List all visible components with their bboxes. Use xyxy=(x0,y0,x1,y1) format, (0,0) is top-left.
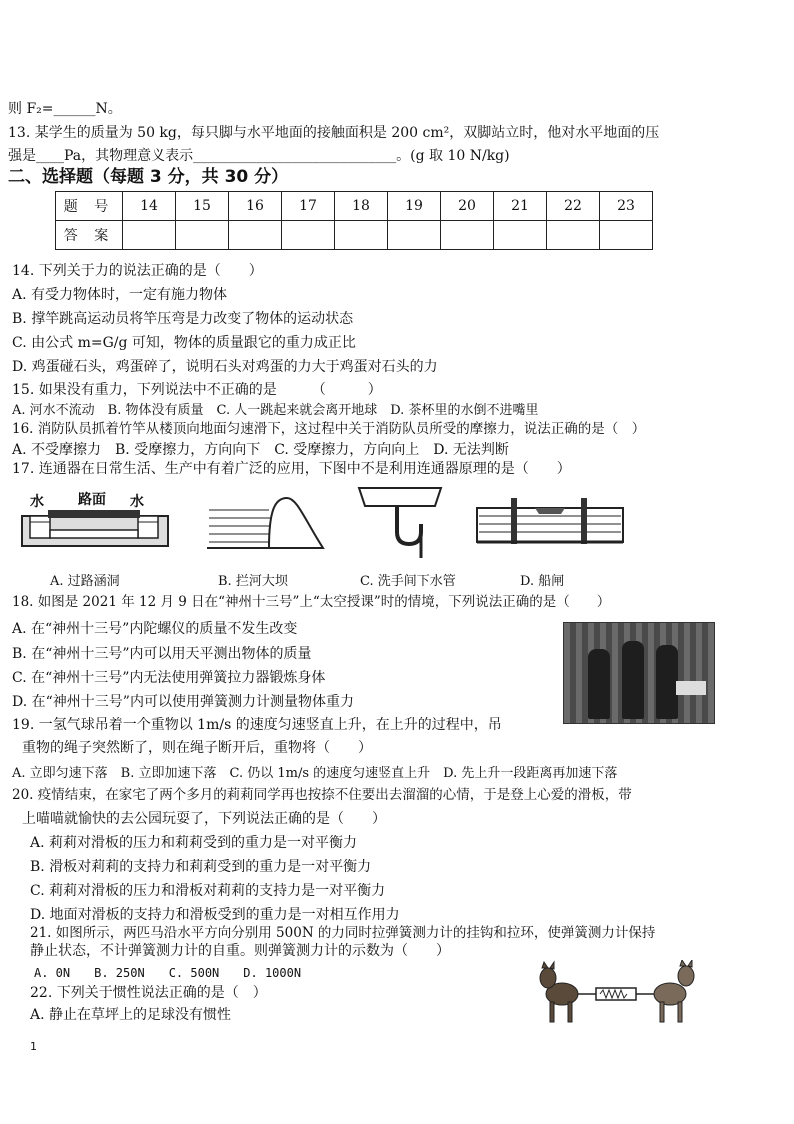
table-header-number: 题 号 xyxy=(56,192,123,221)
q14-option-d: D. 鸡蛋碰石头，鸡蛋碎了，说明石头对鸡蛋的力大于鸡蛋对石头的力 xyxy=(12,359,438,375)
q18-option-b: B. 在“神州十三号”内可以用天平测出物体的质量 xyxy=(12,646,312,662)
dam-figure xyxy=(205,490,325,552)
ship-lock-figure xyxy=(475,490,625,552)
photo-person-2 xyxy=(622,641,644,719)
table-cell-number: 22 xyxy=(547,192,600,221)
answer-cell[interactable] xyxy=(441,221,494,250)
q20-option-c: C. 莉莉对滑板的压力和滑板对莉莉的支持力是一对平衡力 xyxy=(30,883,386,899)
q21-options: A. 0N B. 250N C. 500N D. 1000N xyxy=(34,966,302,980)
answer-cell[interactable] xyxy=(335,221,388,250)
table-cell-number: 17 xyxy=(282,192,335,221)
photo-object xyxy=(676,681,706,695)
answer-cell[interactable] xyxy=(600,221,653,250)
answer-cell[interactable] xyxy=(123,221,176,250)
fig-label-road: 路面 xyxy=(78,492,106,508)
q14-option-c: C. 由公式 m=G/g 可知，物体的质量跟它的重力成正比 xyxy=(12,335,356,351)
q16-options: A. 不受摩擦力 B. 受摩擦力，方向向下 C. 受摩擦力，方向向上 D. 无法判断 xyxy=(12,442,509,458)
q22-option-a: A. 静止在草坪上的足球没有惯性 xyxy=(30,1007,232,1023)
q20-line1: 20. 疫情结束，在家宅了两个多月的莉莉同学再也按捺不住要出去溜溜的心情，于是登上心爱的滑板，带 xyxy=(12,787,632,803)
q18-option-a: A. 在“神州十三号”内陀螺仪的质量不发生改变 xyxy=(12,621,298,637)
q15-stem: 15. 如果没有重力，下列说法中不正确的是 （ ） xyxy=(12,382,382,398)
q17-caption-c: C. 洗手间下水管 xyxy=(360,574,456,589)
table-header-answer: 答 案 xyxy=(56,221,123,250)
table-cell-number: 18 xyxy=(335,192,388,221)
fig-label-water-left: 水 xyxy=(30,494,44,510)
table-cell-number: 15 xyxy=(176,192,229,221)
table-cell-number: 21 xyxy=(494,192,547,221)
q19-line1: 19. 一氢气球吊着一个重物以 1m/s 的速度匀速竖直上升，在上升的过程中，吊 xyxy=(12,717,502,733)
q16-stem: 16. 消防队员抓着竹竿从楼顶向地面匀速滑下，这过程中关于消防队员所受的摩擦力，说法正确的是（ ） xyxy=(12,421,646,437)
q20-option-d: D. 地面对滑板的支持力和滑板受到的重力是一对相互作用力 xyxy=(30,907,400,923)
q18-option-c: C. 在“神州十三号”内无法使用弹簧拉力器锻炼身体 xyxy=(12,670,326,686)
section-2-title: 二、选择题（每题 3 分，共 30 分） xyxy=(8,167,289,187)
photo-person-3 xyxy=(656,645,678,719)
table-cell-number: 19 xyxy=(388,192,441,221)
previous-question-tail: 则 F₂=______N。 xyxy=(8,101,122,117)
page-number: 1 xyxy=(30,1040,37,1053)
q22-stem: 22. 下列关于惯性说法正确的是（ ） xyxy=(30,985,267,1001)
fig-label-water-right: 水 xyxy=(130,494,144,510)
horses-spring-scale-figure xyxy=(530,960,710,1030)
q17-caption-d: D. 船闸 xyxy=(520,574,565,589)
table-cell-number: 20 xyxy=(441,192,494,221)
table-cell-number: 16 xyxy=(229,192,282,221)
table-cell-number: 14 xyxy=(123,192,176,221)
q18-stem: 18. 如图是 2021 年 12 月 9 日在“神州十三号”上“太空授课”时的情境，下列说法正确的是（ ） xyxy=(12,594,611,610)
answer-cell[interactable] xyxy=(494,221,547,250)
horse-right-icon xyxy=(654,960,694,1022)
photo-person-1 xyxy=(588,649,610,719)
answer-table-number-row xyxy=(56,192,653,221)
q17-caption-b: B. 拦河大坝 xyxy=(218,574,288,589)
q19-options: A. 立即匀速下落 B. 立即加速下落 C. 仍以 1m/s 的速度匀速竖直上升 D. 先上升一段距离再加速下落 xyxy=(12,766,618,781)
q14-option-a: A. 有受力物体时，一定有施力物体 xyxy=(12,287,228,303)
q20-option-b: B. 滑板对莉莉的支持力和莉莉受到的重力是一对平衡力 xyxy=(30,859,372,875)
horse-left-icon xyxy=(540,962,578,1022)
q17-stem: 17. 连通器在日常生活、生产中有着广泛的应用，下图中不是利用连通器原理的是（ ） xyxy=(12,461,571,477)
answer-table xyxy=(55,191,653,250)
answer-table-answer-row xyxy=(56,221,653,250)
answer-cell[interactable] xyxy=(388,221,441,250)
q20-option-a: A. 莉莉对滑板的压力和莉莉受到的重力是一对平衡力 xyxy=(30,835,358,851)
q20-line2: 上喵喵就愉快的去公园玩耍了，下列说法正确的是（ ） xyxy=(22,811,386,827)
sink-pipe-figure xyxy=(355,482,445,560)
q17-caption-a: A. 过路涵洞 xyxy=(50,574,120,589)
q21-line2: 静止状态，不计弹簧测力计的自重。则弹簧测力计的示数为（ ） xyxy=(30,943,450,959)
table-cell-number: 23 xyxy=(600,192,653,221)
answer-cell[interactable] xyxy=(176,221,229,250)
q21-line1: 21. 如图所示，两匹马沿水平方向分别用 500N 的力同时拉弹簧测力计的挂钩和拉环，使弹簧测力计保持 xyxy=(30,925,656,941)
answer-cell[interactable] xyxy=(229,221,282,250)
answer-cell[interactable] xyxy=(282,221,335,250)
q15-options: A. 河水不流动 B. 物体没有质量 C. 人一跳起来就会离开地球 D. 茶杯里的水倒不进嘴里 xyxy=(12,403,539,418)
q14-stem: 14. 下列关于力的说法正确的是（ ） xyxy=(12,263,263,279)
q19-line2: 重物的绳子突然断了，则在绳子断开后，重物将（ ） xyxy=(22,740,372,756)
answer-cell[interactable] xyxy=(547,221,600,250)
space-lesson-photo xyxy=(563,622,715,724)
q14-option-b: B. 撑竿跳高运动员将竿压弯是力改变了物体的运动状态 xyxy=(12,311,354,327)
q13-line1: 13. 某学生的质量为 50 kg，每只脚与水平地面的接触面积是 200 cm²，双脚站立时，他对水平地面的压 xyxy=(8,125,660,141)
q13-line2: 强是____Pa，其物理意义表示_____________________________。(g 取 10 N/kg) xyxy=(8,148,510,164)
q18-option-d: D. 在“神州十三号”内可以使用弹簧测力计测量物体重力 xyxy=(12,694,354,710)
